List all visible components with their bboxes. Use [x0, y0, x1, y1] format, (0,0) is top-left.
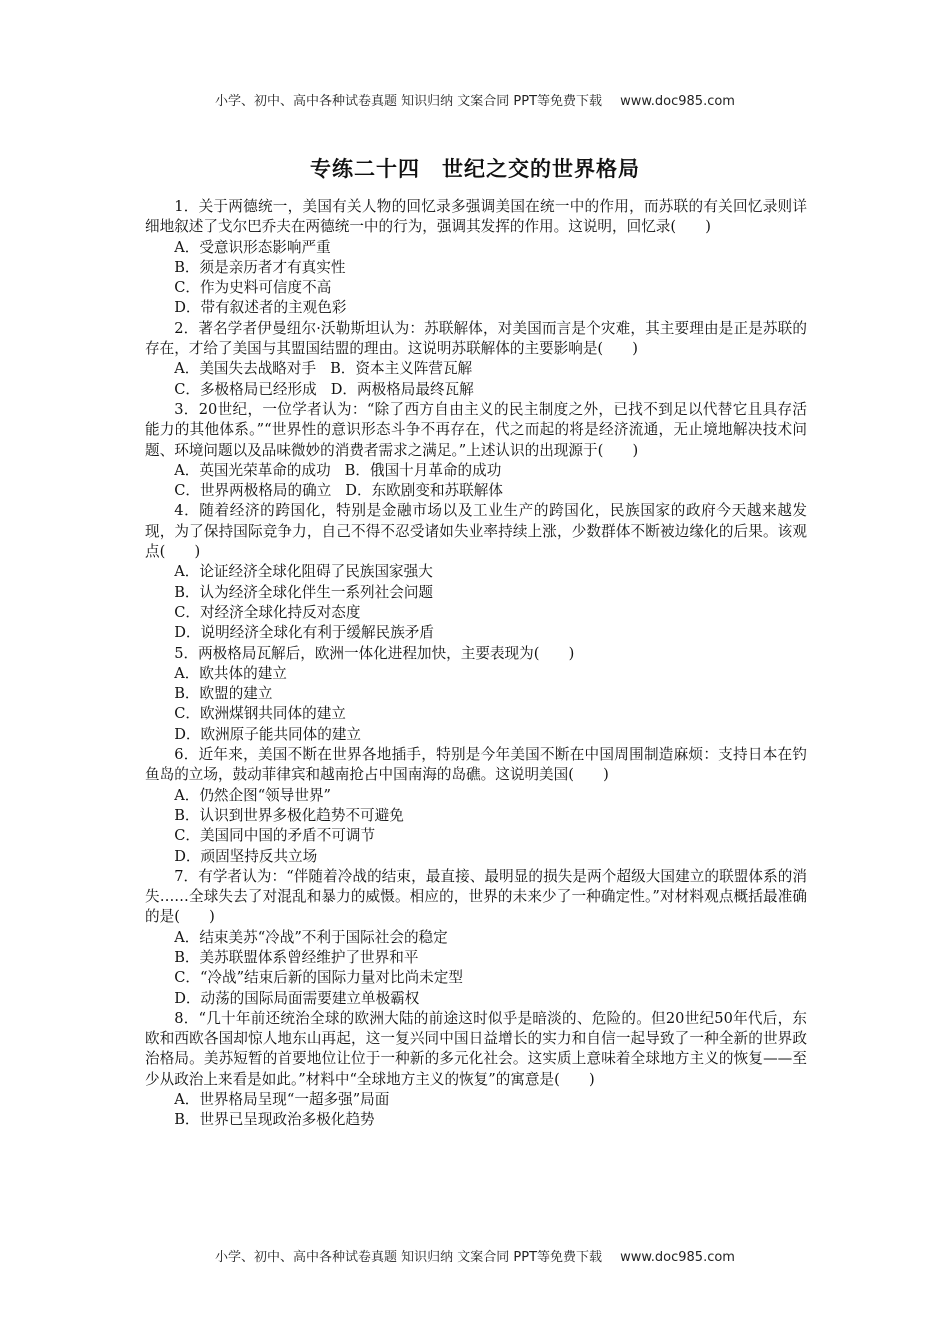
option: D．东欧剧变和苏联解体 — [345, 482, 503, 500]
footer-text: 小学、初中、高中各种试卷真题 知识归纳 文案合同 PPT等免费下载 — [215, 1250, 603, 1265]
option: A．美国失去战略对手 — [174, 360, 317, 378]
option: C．多极格局已经形成 — [174, 380, 317, 398]
question-stem: 3．20世纪，一位学者认为：“除了西方自由主义的民主制度之外，已找不到足以代替它且具存活能力的其他体系。”“世界性的意识形态斗争不再存在，代之而起的将是经济流通，无止境地解决技术问题、环境问题以及品味微妙的消费者需求之满足。”上述认识的出现源于( ) — [145, 400, 807, 459]
option: C．美国同中国的矛盾不可调节 — [174, 827, 376, 845]
option: B．认识到世界多极化趋势不可避免 — [174, 806, 404, 824]
option: A．世界格局呈现“一超多强”局面 — [174, 1091, 390, 1109]
footer-url[interactable]: www.doc985.com — [620, 1250, 735, 1265]
option: D．说明经济全球化有利于缓解民族矛盾 — [174, 624, 434, 642]
question-stem: 5．两极格局瓦解后，欧洲一体化进程加快，主要表现为( ) — [174, 644, 575, 662]
question-stem: 4．随着经济的跨国化，特别是金融市场以及工业生产的跨国化，民族国家的政府今天越来越发现，为了保持国际竞争力，自己不得不忍受诸如失业率持续上涨，少数群体不断被边缘化的后果。该观点( ) — [145, 502, 807, 561]
option: B．欧盟的建立 — [174, 685, 273, 703]
question-stem: 8．“几十年前还统治全球的欧洲大陆的前途这时似乎是暗淡的、危险的。但20世纪50年代后，东欧和西欧各国却惊人地东山再起，这一复兴同中国日益增长的实力和自信一起导致了一种全新的世界政治格局。美苏短暂的首要地位让位于一种新的多元化社会。这实质上意味着全球地方主义的恢复——至少从政治上来看是如此。”材料中“全球地方主义的恢复”的寓意是( ) — [145, 1009, 807, 1088]
header-url[interactable]: www.doc985.com — [620, 94, 735, 109]
option: D．顽固坚持反共立场 — [174, 847, 318, 865]
option: A．论证经济全球化阻碍了民族国家强大 — [174, 563, 433, 581]
option: A．欧共体的建立 — [174, 664, 287, 682]
page-footer — [0, 1246, 950, 1265]
option: D．带有叙述者的主观色彩 — [174, 299, 347, 317]
page-title: 专练二十四 世纪之交的世界格局 — [310, 157, 640, 181]
question-stem: 6．近年来，美国不断在世界各地插手，特别是今年美国不断在中国周围制造麻烦：支持日本在钓鱼岛的立场，鼓动菲律宾和越南抢占中国南海的岛礁。这说明美国( ) — [145, 746, 807, 784]
option: B．认为经济全球化伴生一系列社会问题 — [174, 583, 434, 601]
question-stem: 2．著名学者伊曼纽尔·沃勒斯坦认为：苏联解体，对美国而言是个灾难，其主要理由是正是苏联的存在，才给了美国与其盟国结盟的理由。这说明苏联解体的主要影响是( ) — [145, 319, 807, 358]
option: A．受意识形态影响严重 — [174, 238, 331, 256]
option: A．仍然企图“领导世界” — [174, 786, 331, 804]
option: B．俄国十月革命的成功 — [344, 461, 502, 479]
option-row — [145, 359, 807, 379]
option-row — [145, 380, 807, 400]
option: A．结束美苏“冷战”不利于国际社会的稳定 — [174, 928, 448, 946]
option-row — [145, 481, 807, 501]
option: D．动荡的国际局面需要建立单极霸权 — [174, 989, 420, 1007]
question-stem: 7．有学者认为：“伴随着冷战的结束，最直接、最明显的损失是两个超级大国建立的联盟体系的消失……全球失去了对混乱和暴力的威慑。相应的，世界的未来少了一种确定性。”对材料观点概括最准确的是( ) — [145, 867, 807, 926]
option: B．美苏联盟体系曾经维护了世界和平 — [174, 948, 419, 966]
option: D．欧洲原子能共同体的建立 — [174, 725, 362, 743]
option: C．欧洲煤钢共同体的建立 — [174, 705, 346, 723]
option-row — [145, 461, 807, 481]
question-list — [145, 197, 807, 1131]
option: B．须是亲历者才有真实性 — [174, 258, 346, 276]
option: B．世界已呈现政治多极化趋势 — [174, 1111, 375, 1129]
option: B．资本主义阵营瓦解 — [330, 360, 473, 378]
question-stem: 1．关于两德统一，美国有关人物的回忆录多强调美国在统一中的作用，而苏联的有关回忆录则详细地叙述了戈尔巴乔夫在两德统一中的行为，强调其发挥的作用。这说明，回忆录( ) — [145, 198, 807, 236]
option: C．对经济全球化持反对态度 — [174, 603, 361, 621]
option: D．两极格局最终瓦解 — [330, 380, 474, 398]
header-text: 小学、初中、高中各种试卷真题 知识归纳 文案合同 PPT等免费下载 — [215, 94, 603, 109]
option: C．作为史料可信度不高 — [174, 279, 332, 297]
option: C．世界两极格局的确立 — [174, 482, 332, 500]
option: A．英国光荣革命的成功 — [174, 461, 331, 479]
option: C．“冷战”结束后新的国际力量对比尚未定型 — [174, 969, 463, 987]
page-header — [0, 90, 950, 109]
